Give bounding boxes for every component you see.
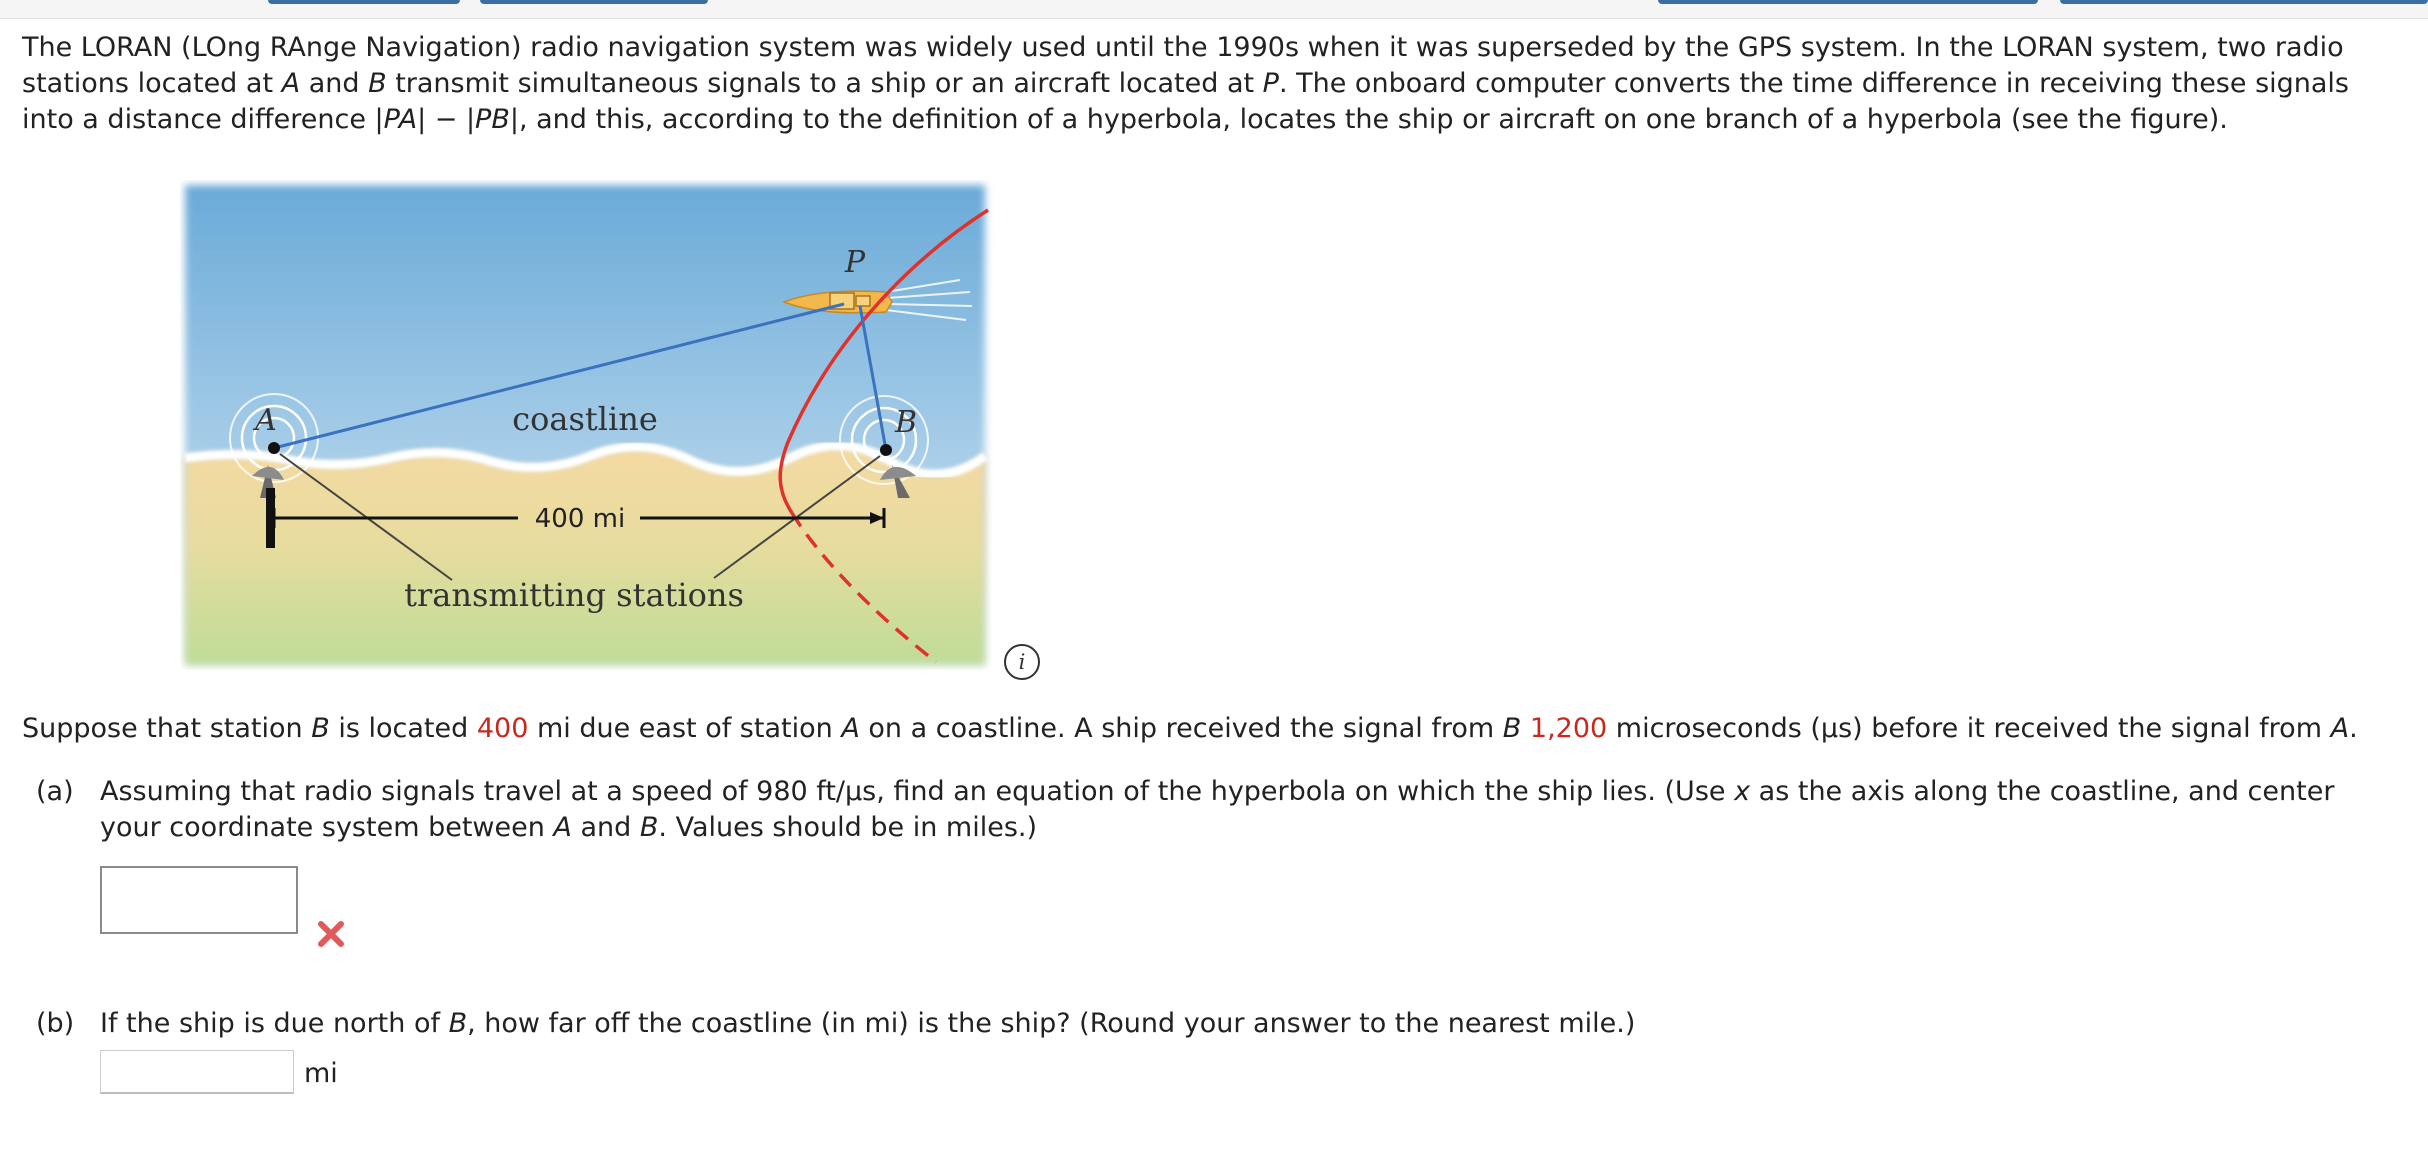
distance-value: 400 [476,713,529,744]
top-toolbar-strip [0,0,2428,19]
part-b-label: (b) [36,1008,75,1039]
intro-paragraph: The LORAN (LOng RAnge Navigation) radio navigation system was widely used until the 1990s when it was superseded by the GPS system. In the LORAN system, two radio stations located at A and B transmit simultaneous signals to a ship or an aircraft located at P. The onboard computer converts the time difference in receiving these signals into a distance difference |PA| − |PB|, and this, according to the definition of a hyperbola, locates the ship or aircraft on one branch of a hyperbola (see the figure). [22,32,2350,135]
figure-label-p: P [844,245,866,280]
station-b-point [880,444,892,456]
part-a-answer-input[interactable] [100,866,298,934]
figure-label-b: B [894,405,918,440]
part-b-unit: mi [304,1058,338,1089]
part-a-label: (a) [36,776,74,807]
figure-label-coastline: coastline [512,400,658,438]
problem-statement: Suppose that station B is located 400 mi due east of station A on a coastline. A ship received the signal from B 1,200 microseconds (μs) before it received the signal from A. [22,713,2358,744]
figure-label-distance: 400 mi [534,504,626,534]
part-a-question: Assuming that radio signals travel at a speed of 980 ft/μs, find an equation of the hyperbola on which the ship lies. (Use x as the axis along the coastline, and center your coordinate system between A and B. Values should be in miles.) [100,776,2335,843]
time-value: 1,200 [1529,713,1608,744]
tab-indicator-3[interactable] [1658,0,2038,4]
figure-label-a: A [255,403,277,438]
tab-indicator-2[interactable] [480,0,708,4]
station-a-point [268,442,280,454]
figure-label-stations: transmitting stations [404,576,744,614]
part-b-question: If the ship is due north of B, how far off the coastline (in mi) is the ship? (Round your answer to the nearest mile.) [100,1008,1636,1039]
info-icon[interactable]: i [1004,644,1040,680]
loran-figure [180,180,1000,670]
part-b-answer-input[interactable] [100,1050,294,1094]
tab-indicator-4[interactable] [2060,0,2428,4]
wrong-x-icon [316,919,346,949]
tab-indicator-1[interactable] [268,0,460,4]
